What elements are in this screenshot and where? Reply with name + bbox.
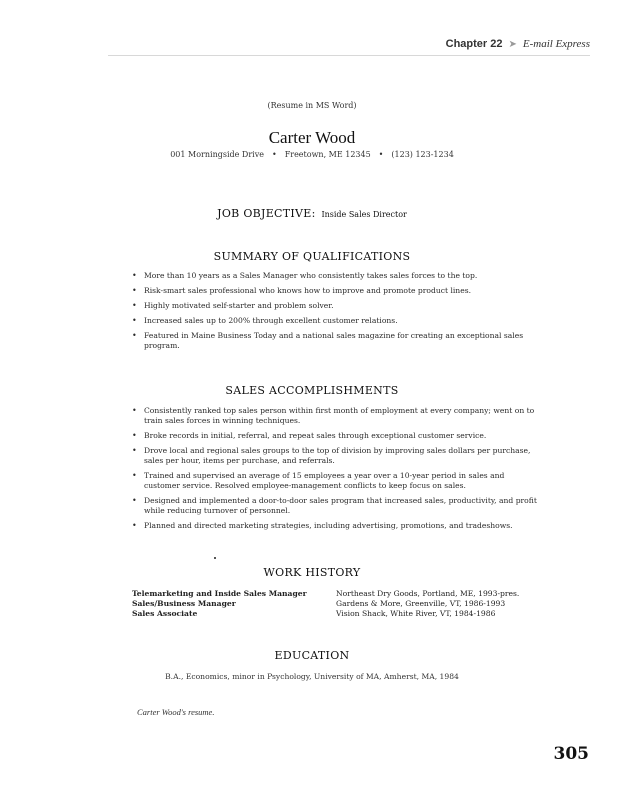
list-item: • More than 10 years as a Sales Manager who consistently takes sales forces to the top. (132, 271, 478, 280)
bullet-icon: • (132, 496, 137, 505)
work-history-heading: WORK HISTORY (263, 566, 361, 579)
bullet-icon: • (132, 446, 137, 455)
bullet-icon: • (132, 431, 137, 440)
list-item: • Highly motivated self-starter and problem solver. (132, 301, 334, 310)
stray-mark (214, 557, 216, 559)
bullet-icon: • (132, 286, 137, 295)
job-role: Sales/Business Manager (132, 599, 236, 608)
list-item: • Planned and directed marketing strategies, including advertising, promotions, and tradeshows. (132, 521, 513, 530)
bullet-icon: • (132, 521, 137, 530)
right-arrow-icon: ➤ (508, 38, 517, 50)
education-heading: EDUCATION (274, 649, 350, 662)
page-number: 305 (553, 744, 589, 764)
job-place: Vision Shack, White River, VT, 1984-1986 (336, 609, 496, 618)
sales-list (132, 406, 540, 536)
summary-heading: SUMMARY OF QUALIFICATIONS (213, 250, 411, 263)
sales-heading: SALES ACCOMPLISHMENTS (225, 384, 399, 397)
objective-value: Inside Sales Director (321, 210, 407, 219)
table-row (132, 589, 552, 599)
list-item: • Risk-smart sales professional who knows how to improve and promote product lines. (132, 286, 472, 295)
figure-caption: Carter Wood's resume. (137, 707, 215, 717)
objective-label: JOB OBJECTIVE: (217, 207, 316, 220)
bullet-icon: • (132, 471, 137, 480)
list-item: • Designed and implemented a door-to-door sales program that increased sales, productivity, and profit while reducing turnover of personnel. (132, 496, 537, 515)
job-role: Telemarketing and Inside Sales Manager (132, 589, 307, 598)
summary-list (132, 271, 540, 356)
list-item: • Featured in Maine Business Today and a national sales magazine for creating an exceptional sales program. (132, 331, 524, 350)
bullet-icon: • (132, 316, 137, 325)
job-objective (0, 207, 624, 220)
job-place: Gardens & More, Greenville, VT, 1986-1993 (336, 599, 506, 608)
list-item: • Trained and supervised an average of 15 employees a year over a 10-year period in sales and customer service. Resolved employee-management conflicts to keep focus on sales. (132, 471, 505, 490)
resume-contact-line (0, 150, 624, 159)
chapter-subtitle: E-mail Express (522, 38, 590, 50)
resume-city: Freetown, ME 12345 (284, 150, 371, 159)
list-item: • Drove local and regional sales groups to the top of division by improving sales dollars per purchase, sales per hour, items per purchase, and referrals. (132, 446, 531, 465)
list-item: • Consistently ranked top sales person within first month of employment at every company; went on to train sales forces in winning techniques. (132, 406, 535, 425)
bullet-separator-icon: • (271, 150, 277, 159)
chapter-label: Chapter 22 (445, 38, 503, 50)
resume-phone: (123) 123-1234 (391, 150, 454, 159)
bullet-icon: • (132, 331, 137, 340)
running-head (446, 38, 590, 50)
resume-name: Carter Wood (268, 128, 356, 147)
list-item: • Broke records in initial, referral, and repeat sales through exceptional customer service. (132, 431, 487, 440)
header-divider (108, 55, 590, 56)
table-row (132, 599, 552, 609)
work-history-table (132, 589, 552, 619)
job-role: Sales Associate (132, 609, 198, 618)
bullet-icon: • (132, 271, 137, 280)
bullet-icon: • (132, 301, 137, 310)
list-item: • Increased sales up to 200% through excellent customer relations. (132, 316, 398, 325)
table-row (132, 609, 552, 619)
resume-address: 001 Morningside Drive (170, 150, 264, 159)
resume-format-note: (Resume in MS Word) (267, 101, 357, 110)
education-line: B.A., Economics, minor in Psychology, University of MA, Amherst, MA, 1984 (165, 672, 459, 681)
bullet-icon: • (132, 406, 137, 415)
bullet-separator-icon: • (378, 150, 384, 159)
job-place: Northeast Dry Goods, Portland, ME, 1993-pres. (336, 589, 520, 598)
